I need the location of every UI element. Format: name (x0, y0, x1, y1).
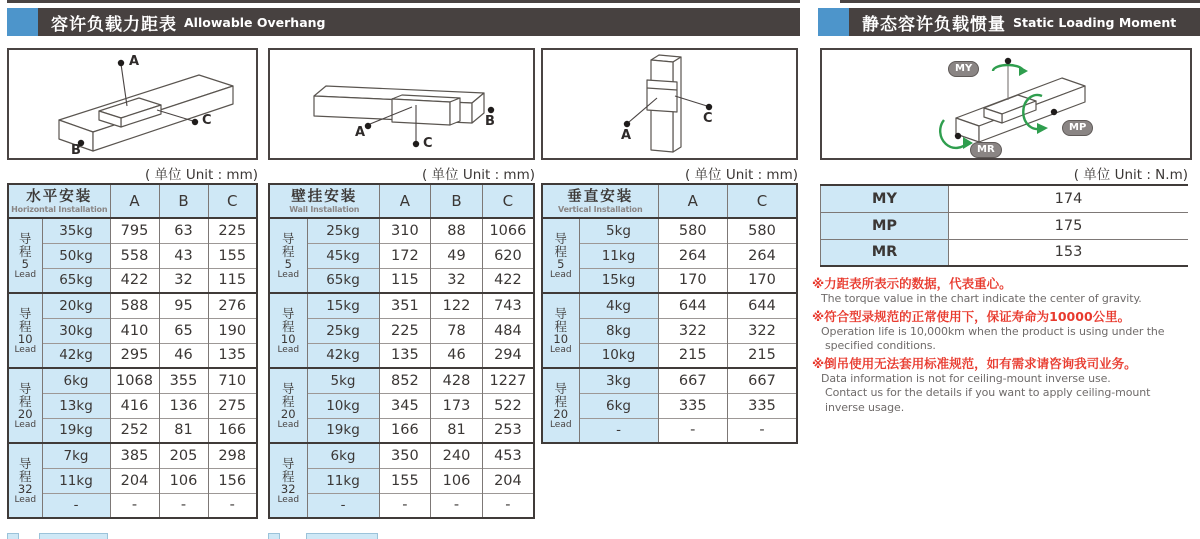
load-cell: - (579, 418, 658, 443)
table-static-moment (820, 184, 1188, 267)
value-cell: 667 (658, 368, 728, 393)
value-cell: 225 (379, 318, 431, 343)
load-cell: 19kg (307, 418, 379, 443)
lead-cell: 导 程 10 Lead (269, 293, 307, 368)
data-row (269, 343, 534, 368)
notes (812, 274, 1200, 415)
column-header: A (658, 184, 728, 218)
moment-badge-mp: MP (1062, 120, 1093, 136)
data-row (269, 318, 534, 343)
table-title-en: Horizontal Installation (11, 204, 108, 214)
value-cell: 264 (658, 243, 728, 268)
data-row (542, 318, 797, 343)
point-label-c: C (703, 111, 713, 126)
value-cell: 135 (379, 343, 431, 368)
data-row (542, 418, 797, 443)
value-cell: 322 (658, 318, 728, 343)
data-row (269, 368, 534, 393)
load-cell: 5kg (307, 368, 379, 393)
value-cell: 275 (208, 393, 257, 418)
header-row (8, 184, 257, 218)
note-en-line: inverse usage. (825, 400, 905, 414)
next-table-sliver (268, 533, 280, 539)
load-cell: 13kg (42, 393, 110, 418)
value-cell: 580 (658, 218, 728, 243)
table-title-zh: 水平安装 (26, 188, 93, 205)
diagram-vertical-installation (541, 48, 798, 160)
section-title-en: Allowable Overhang (184, 14, 326, 30)
data-row (542, 268, 797, 293)
data-row (269, 268, 534, 293)
value-cell: 350 (379, 443, 431, 468)
section-title-en: Static Loading Moment (1013, 14, 1177, 30)
load-cell: 6kg (579, 393, 658, 418)
section-header-moment (818, 8, 1200, 36)
load-cell: 15kg (579, 268, 658, 293)
value-cell: 155 (208, 243, 257, 268)
lead-cell: 导 程 20 Lead (542, 368, 579, 443)
value-cell: 743 (482, 293, 534, 318)
note-zh-line: ※倒吊使用无法套用标准规范，如有需求请咨询我司业务。 (812, 355, 1137, 371)
value-cell: 710 (208, 368, 257, 393)
next-table-sliver (39, 533, 108, 539)
data-row (8, 293, 257, 318)
lead-cell: 导 程 32 Lead (8, 443, 42, 518)
data-row (8, 393, 257, 418)
load-cell: 4kg (579, 293, 658, 318)
data-row (8, 443, 257, 468)
section-title-zh: 容许负载力距表 (51, 14, 177, 35)
table-vertical-installation (541, 183, 798, 444)
data-row (542, 368, 797, 393)
table-title-en: Vertical Installation (558, 204, 643, 214)
value-cell: 416 (110, 393, 159, 418)
value-cell: 410 (110, 318, 159, 343)
top-rule-left (7, 0, 800, 3)
load-cell: 25kg (307, 318, 379, 343)
value-cell: 205 (159, 443, 208, 468)
value-cell: 620 (482, 243, 534, 268)
rail-outline (314, 86, 484, 125)
value-cell: 215 (728, 343, 798, 368)
value-cell: 335 (658, 393, 728, 418)
value-cell: 422 (110, 268, 159, 293)
value-cell: 588 (110, 293, 159, 318)
next-table-sliver (7, 533, 19, 539)
value-cell: 43 (159, 243, 208, 268)
moment-row (821, 185, 1189, 212)
load-cell: 10kg (307, 393, 379, 418)
value-cell: 135 (208, 343, 257, 368)
value-cell: 81 (159, 418, 208, 443)
moment-label: MR (821, 239, 949, 266)
load-cell: 65kg (42, 268, 110, 293)
point-label-a: A (355, 125, 366, 140)
lead-cell: 导 程 5 Lead (8, 218, 42, 293)
value-cell: 204 (482, 468, 534, 493)
value-cell: - (379, 493, 431, 518)
load-cell: - (307, 493, 379, 518)
next-table-sliver (306, 533, 378, 539)
table-title (8, 184, 110, 218)
value-cell: 46 (431, 343, 483, 368)
value-cell: 795 (110, 218, 159, 243)
load-cell: 45kg (307, 243, 379, 268)
value-cell: 106 (159, 468, 208, 493)
load-cell: 25kg (307, 218, 379, 243)
table-title-en: Wall Installation (289, 204, 360, 214)
value-cell: 1227 (482, 368, 534, 393)
moment-label: MY (821, 185, 949, 212)
note-zh-line: ※符合型录规范的正常使用下，保证寿命为10000公里。 (812, 308, 1131, 324)
value-cell: - (159, 493, 208, 518)
load-cell: 65kg (307, 268, 379, 293)
load-cell: 30kg (42, 318, 110, 343)
value-cell: - (658, 418, 728, 443)
value-cell: 78 (431, 318, 483, 343)
value-cell: 253 (482, 418, 534, 443)
moment-badge-my: MY (948, 61, 979, 77)
value-cell: 115 (379, 268, 431, 293)
value-cell: 81 (431, 418, 483, 443)
moment-rail-drawing (822, 50, 1190, 158)
value-cell: 252 (110, 418, 159, 443)
note-en-line: The torque value in the chart indicate the center of gravity. (821, 292, 1142, 305)
moment-label: MP (821, 212, 949, 239)
data-row (8, 468, 257, 493)
value-cell: 49 (431, 243, 483, 268)
value-cell: 88 (431, 218, 483, 243)
diagram-static-moment (820, 48, 1192, 160)
value-cell: 204 (110, 468, 159, 493)
lead-cell: 导 程 20 Lead (269, 368, 307, 443)
data-row (542, 218, 797, 243)
point-label-c: C (202, 113, 212, 128)
section-header-overhang (7, 8, 800, 36)
value-cell: 558 (110, 243, 159, 268)
table-horizontal-installation (7, 183, 258, 519)
load-cell: 5kg (579, 218, 658, 243)
table-title (269, 184, 379, 218)
value-cell: 351 (379, 293, 431, 318)
value-cell: 173 (431, 393, 483, 418)
data-row (8, 368, 257, 393)
value-cell: 345 (379, 393, 431, 418)
column-header: C (728, 184, 798, 218)
data-row (269, 468, 534, 493)
value-cell: 335 (728, 393, 798, 418)
load-cell: 19kg (42, 418, 110, 443)
unit-label-mm: ( 单位 Unit : mm) (144, 167, 258, 183)
value-cell: 667 (728, 368, 798, 393)
value-cell: 136 (159, 393, 208, 418)
load-cell: 15kg (307, 293, 379, 318)
value-cell: 580 (728, 218, 798, 243)
moment-value: 175 (949, 212, 1189, 239)
moment-row (821, 239, 1189, 266)
value-cell: 225 (208, 218, 257, 243)
top-rule-right (840, 0, 1200, 3)
load-cell: 50kg (42, 243, 110, 268)
column-header: A (379, 184, 431, 218)
value-cell: 170 (728, 268, 798, 293)
value-cell: 295 (110, 343, 159, 368)
moment-value: 153 (949, 239, 1189, 266)
value-cell: 63 (159, 218, 208, 243)
load-cell: 42kg (42, 343, 110, 368)
value-cell: 484 (482, 318, 534, 343)
moment-row (821, 212, 1189, 239)
value-cell: 644 (658, 293, 728, 318)
value-cell: 46 (159, 343, 208, 368)
data-row (8, 243, 257, 268)
value-cell: 428 (431, 368, 483, 393)
value-cell: 264 (728, 243, 798, 268)
section-title-zh: 静态容许负载惯量 (862, 14, 1006, 35)
data-row (269, 418, 534, 443)
column-header: A (110, 184, 159, 218)
data-row (8, 218, 257, 243)
note-en-line: Data information is not for ceiling-mount inverse use. (821, 371, 1111, 385)
value-cell: 95 (159, 293, 208, 318)
value-cell: 115 (208, 268, 257, 293)
value-cell: 522 (482, 393, 534, 418)
point-label-a: A (621, 128, 632, 143)
data-row (542, 343, 797, 368)
column-header: C (208, 184, 257, 218)
load-cell: 20kg (42, 293, 110, 318)
point-label-b: B (71, 143, 81, 158)
table-wall-installation (268, 183, 535, 519)
data-row (269, 493, 534, 518)
value-cell: 240 (431, 443, 483, 468)
value-cell: 298 (208, 443, 257, 468)
data-row (542, 293, 797, 318)
lead-cell: 导 程 32 Lead (269, 443, 307, 518)
load-cell: 6kg (42, 368, 110, 393)
point-label-a: A (129, 54, 140, 69)
data-row (269, 243, 534, 268)
value-cell: 166 (208, 418, 257, 443)
diagram-wall-installation (268, 48, 535, 160)
column-header: C (482, 184, 534, 218)
note-zh-line: ※力距表所表示的数据，代表重心。 (812, 276, 1012, 291)
value-cell: 65 (159, 318, 208, 343)
load-cell: 35kg (42, 218, 110, 243)
lead-cell: 导 程 5 Lead (269, 218, 307, 293)
lead-cell: 导 程 5 Lead (542, 218, 579, 293)
load-cell: 42kg (307, 343, 379, 368)
value-cell: 106 (431, 468, 483, 493)
data-row (8, 343, 257, 368)
data-row (542, 243, 797, 268)
note-en-line: Operation life is 10,000km when the product is using under the (821, 324, 1165, 338)
load-cell: 10kg (579, 343, 658, 368)
load-cell: 11kg (579, 243, 658, 268)
data-row (8, 268, 257, 293)
header-row (542, 184, 797, 218)
value-cell: 355 (159, 368, 208, 393)
load-cell: 11kg (307, 468, 379, 493)
value-cell: 644 (728, 293, 798, 318)
header-accent-square (7, 8, 38, 36)
data-row (269, 443, 534, 468)
load-cell: 6kg (307, 443, 379, 468)
load-cell: 11kg (42, 468, 110, 493)
value-cell: 155 (379, 468, 431, 493)
data-row (269, 393, 534, 418)
header-accent-square (818, 8, 849, 36)
note-en-line: specified conditions. (825, 339, 936, 352)
value-cell: 322 (728, 318, 798, 343)
data-row (8, 418, 257, 443)
vertical-rail-drawing (543, 50, 796, 158)
unit-label-mm: ( 单位 Unit : mm) (421, 167, 535, 183)
unit-label-mm: ( 单位 Unit : mm) (684, 167, 798, 183)
value-cell: - (728, 418, 798, 443)
value-cell: - (482, 493, 534, 518)
value-cell: - (208, 493, 257, 518)
value-cell: 310 (379, 218, 431, 243)
value-cell: 32 (159, 268, 208, 293)
value-cell: - (431, 493, 483, 518)
value-cell: 166 (379, 418, 431, 443)
value-cell: 453 (482, 443, 534, 468)
value-cell: 170 (658, 268, 728, 293)
table-title-zh: 垂直安装 (567, 188, 634, 205)
moment-badge-mr: MR (970, 142, 1002, 158)
load-cell: 3kg (579, 368, 658, 393)
value-cell: 122 (431, 293, 483, 318)
load-cell: - (42, 493, 110, 518)
note-en-line: Contact us for the details if you want to apply ceiling-mount (825, 386, 1151, 399)
rail-outline (647, 55, 681, 152)
data-row (269, 218, 534, 243)
data-row (8, 318, 257, 343)
unit-label-nm: ( 单位 Unit : N.m) (1073, 167, 1188, 183)
value-cell: 32 (431, 268, 483, 293)
lead-cell: 导 程 10 Lead (8, 293, 42, 368)
lead-cell: 导 程 20 Lead (8, 368, 42, 443)
moment-value: 174 (949, 185, 1189, 212)
column-header: B (159, 184, 208, 218)
value-cell: - (110, 493, 159, 518)
value-cell: 1068 (110, 368, 159, 393)
data-row (269, 293, 534, 318)
value-cell: 190 (208, 318, 257, 343)
value-cell: 172 (379, 243, 431, 268)
load-cell: 8kg (579, 318, 658, 343)
load-cell: 7kg (42, 443, 110, 468)
table-title (542, 184, 658, 218)
value-cell: 294 (482, 343, 534, 368)
value-cell: 422 (482, 268, 534, 293)
point-label-c: C (423, 136, 433, 151)
wall-rail-drawing (270, 50, 533, 158)
lead-cell: 导 程 10 Lead (542, 293, 579, 368)
table-title-zh: 壁挂安装 (291, 188, 358, 205)
point-label-b: B (485, 114, 495, 129)
header-row (269, 184, 534, 218)
diagram-horizontal-installation (7, 48, 258, 160)
value-cell: 215 (658, 343, 728, 368)
value-cell: 276 (208, 293, 257, 318)
value-cell: 385 (110, 443, 159, 468)
column-header: B (431, 184, 483, 218)
data-row (542, 393, 797, 418)
data-row (8, 493, 257, 518)
value-cell: 156 (208, 468, 257, 493)
value-cell: 852 (379, 368, 431, 393)
value-cell: 1066 (482, 218, 534, 243)
